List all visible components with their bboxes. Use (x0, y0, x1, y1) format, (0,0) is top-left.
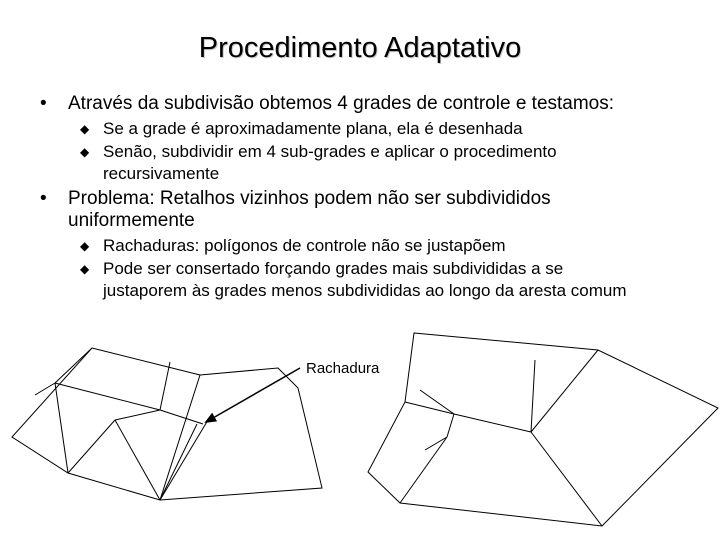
sub-bullet-marker: ◆ (80, 145, 90, 159)
bullet-text: Problema: Retalhos vizinhos podem não ser subdivididos uniformemente (68, 188, 551, 231)
slide-title: Procedimento Adaptativo (198, 32, 522, 64)
left-patch-grid-line (55, 383, 160, 410)
left-patch-grid-line (115, 420, 160, 500)
right-figure-grid-line (531, 360, 535, 432)
crack-arrow (206, 368, 300, 422)
right-figure-grid-line (531, 432, 602, 526)
left-patch-grid-line (55, 348, 92, 383)
bullet-marker: • (40, 93, 47, 114)
right-figure-grid-line (400, 437, 447, 503)
right-figure-grid-line (454, 414, 531, 432)
left-patch-grid-line (160, 362, 170, 410)
right-figure-outline (368, 333, 718, 526)
sub-bullet-text: Senão, subdividir em 4 sub-grades e aplicar o procedimento recursivamente (103, 142, 557, 183)
sub-bullet-marker: ◆ (80, 239, 90, 253)
left-patch-outline (12, 348, 200, 500)
left-patches (12, 348, 322, 500)
left-patch-grid-line (160, 410, 203, 424)
right-figure-grid-line (531, 350, 598, 432)
right-patch-outline (160, 368, 322, 500)
right-figure-grid-line (447, 414, 454, 437)
right-patch-grid-line (160, 420, 208, 500)
sub-bullet-marker: ◆ (80, 262, 90, 276)
sub-bullet-marker: ◆ (80, 122, 90, 136)
sub-bullet-text: Rachaduras: polígonos de controle não se justapõem (103, 236, 506, 255)
right-patches (368, 333, 718, 526)
left-patch-grid-line (55, 383, 68, 473)
sub-bullet-text: Se a grade é aproximadamente plana, ela é desenhada (103, 119, 523, 138)
right-figure-grid-line (405, 402, 454, 414)
crack-label: Rachadura (306, 360, 380, 377)
crack-edge (160, 424, 197, 500)
bullet-marker: • (40, 188, 47, 209)
left-patch-grid-line (115, 410, 160, 420)
bullet-text: Através da subdivisão obtemos 4 grades de controle e testamos: (68, 93, 615, 114)
right-figure-grid-line (425, 437, 447, 450)
right-figure-grid-line (420, 390, 454, 414)
sub-bullet-text: Pode ser consertado forçando grades mais subdivididas a se justaporem às grades menos subdivididas ao longo da aresta comum (103, 259, 627, 300)
left-patch-grid-line (68, 420, 115, 473)
